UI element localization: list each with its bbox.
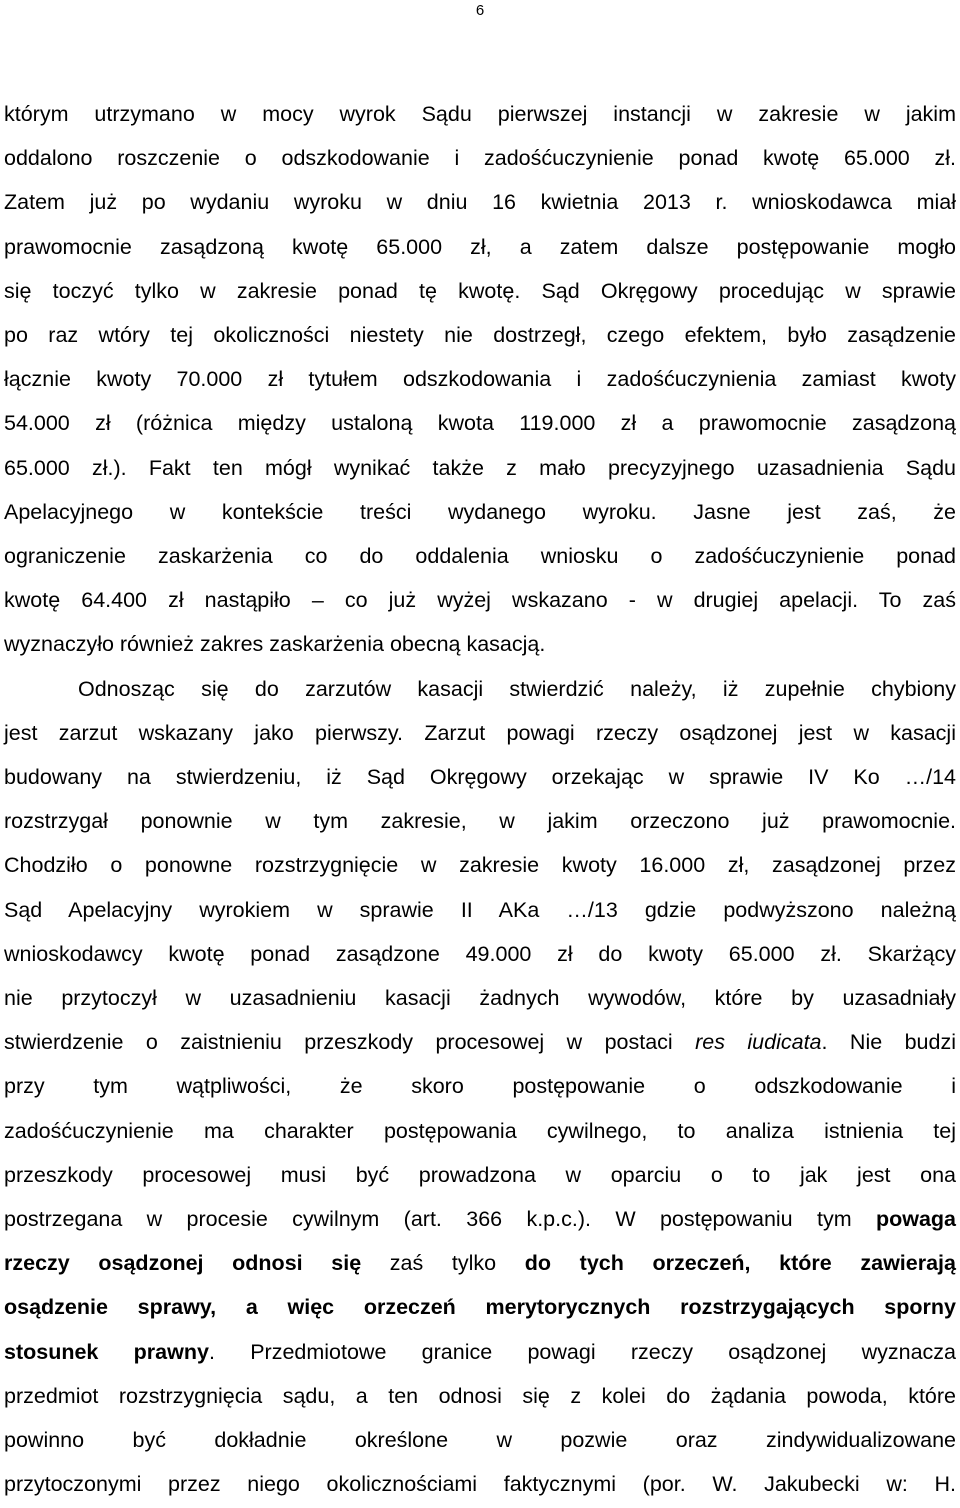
text-line: rozstrzygał ponownie w tym zakresie, w jakim orzeczono już prawomocnie. <box>4 809 956 834</box>
text-line: Sąd Apelacyjny wyrokiem w sprawie II AKa …/13 gdzie podwyższono należną <box>4 897 956 922</box>
text-line <box>4 1330 956 1374</box>
text-line <box>4 1020 956 1064</box>
text-line: ograniczenie zaskarżenia co do oddalenia wniosku o zadośćuczynienie ponad <box>4 544 956 569</box>
text-line <box>4 1241 956 1285</box>
text-run: . Nie budzi <box>821 1030 957 1055</box>
text-line: przeszkody procesowej musi być prowadzona w oparciu o to jak jest ona <box>4 1162 956 1187</box>
text-line: się toczyć tylko w zakresie ponad tę kwotę. Sąd Okręgowy procedując w sprawie <box>4 278 956 303</box>
text-line: którym utrzymano w mocy wyrok Sądu pierwszej instancji w zakresie w jakim <box>4 102 956 126</box>
text-line: jest zarzut wskazany jako pierwszy. Zarzut powagi rzeczy osądzonej jest w kasacji <box>4 720 956 745</box>
text-run: stwierdzenie o zaistnieniu przeszkody procesowej w postaci <box>4 1030 696 1055</box>
latin-term: res iudicata <box>695 1030 822 1055</box>
text-line: kwotę 64.400 zł nastąpiło – co już wyżej wskazano - w drugiej apelacji. To zaś <box>4 588 956 613</box>
text-line: budowany na stwierdzeniu, iż Sąd Okręgowy orzekając w sprawie IV Ko …/14 <box>4 765 956 790</box>
text-line: przy tym wątpliwości, że skoro postępowanie o odszkodowanie i <box>4 1074 956 1099</box>
paragraph-2 <box>4 667 956 1507</box>
page-number: 6 <box>475 2 485 19</box>
bold-run: stosunek prawny <box>4 1339 209 1364</box>
document-body <box>4 92 956 1507</box>
text-line: 65.000 zł.). Fakt ten mógł wynikać także z mało precyzyjnego uzasadnienia Sądu <box>4 455 956 480</box>
text-line: 54.000 zł (różnica między ustaloną kwota 119.000 zł a prawomocnie zasądzoną <box>4 411 956 436</box>
text-line: prawomocnie zasądzoną kwotę 65.000 zł, a zatem dalsze postępowanie mogło <box>4 234 956 259</box>
text-line: przytoczonymi przez niego okolicznościami faktycznymi (por. W. Jakubecki w: H. <box>4 1472 956 1497</box>
bold-run: do tych orzeczeń, które zawierają <box>524 1251 956 1276</box>
bold-run: powaga <box>875 1207 956 1232</box>
text-line: nie przytoczył w uzasadnieniu kasacji żadnych wywodów, które by uzasadniały <box>4 986 956 1011</box>
text-line: po raz wtóry tej okoliczności niestety nie dostrzegł, czego efektem, było zasądzenie <box>4 323 956 348</box>
bold-run: rzeczy osądzonej odnosi się <box>4 1251 362 1276</box>
text-line: wyznaczyło również zakres zaskarżenia obecną kasacją. <box>4 632 546 657</box>
text-run: zaś tylko <box>361 1251 525 1276</box>
text-line: oddalono roszczenie o odszkodowanie i zadośćuczynienie ponad kwotę 65.000 zł. <box>4 146 956 171</box>
text-line: Chodziło o ponowne rozstrzygnięcie w zakresie kwoty 16.000 zł, zasądzonej przez <box>4 853 956 878</box>
text-run: postrzegana w procesie cywilnym (art. 366 k.p.c.). W postępowaniu tym <box>4 1207 876 1232</box>
text-line: powinno być dokładnie określone w pozwie oraz zindywidualizowane <box>4 1428 956 1453</box>
text-line <box>4 1197 956 1241</box>
text-line: Apelacyjnego w kontekście treści wydanego wyroku. Jasne jest zaś, że <box>4 499 956 524</box>
text-line: przedmiot rozstrzygnięcia sądu, a ten odnosi się z kolei do żądania powoda, które <box>4 1383 956 1408</box>
text-line: zadośćuczynienie ma charakter postępowania cywilnego, to analiza istnienia tej <box>4 1118 956 1143</box>
text-line: Odnosząc się do zarzutów kasacji stwierdzić należy, iż zupełnie chybiony <box>78 676 956 701</box>
text-line: wnioskodawcy kwotę ponad zasądzone 49.000 zł do kwoty 65.000 zł. Skarżący <box>4 941 956 966</box>
text-line: łącznie kwoty 70.000 zł tytułem odszkodowania i zadośćuczynienia zamiast kwoty <box>4 367 956 392</box>
text-run: . Przedmiotowe granice powagi rzeczy osądzonej wyznacza <box>208 1339 956 1364</box>
text-line: osądzenie sprawy, a więc orzeczeń merytorycznych rozstrzygających sporny <box>4 1295 956 1320</box>
paragraph-1 <box>4 92 956 667</box>
text-line: Zatem już po wydaniu wyroku w dniu 16 kwietnia 2013 r. wnioskodawca miał <box>4 190 956 215</box>
